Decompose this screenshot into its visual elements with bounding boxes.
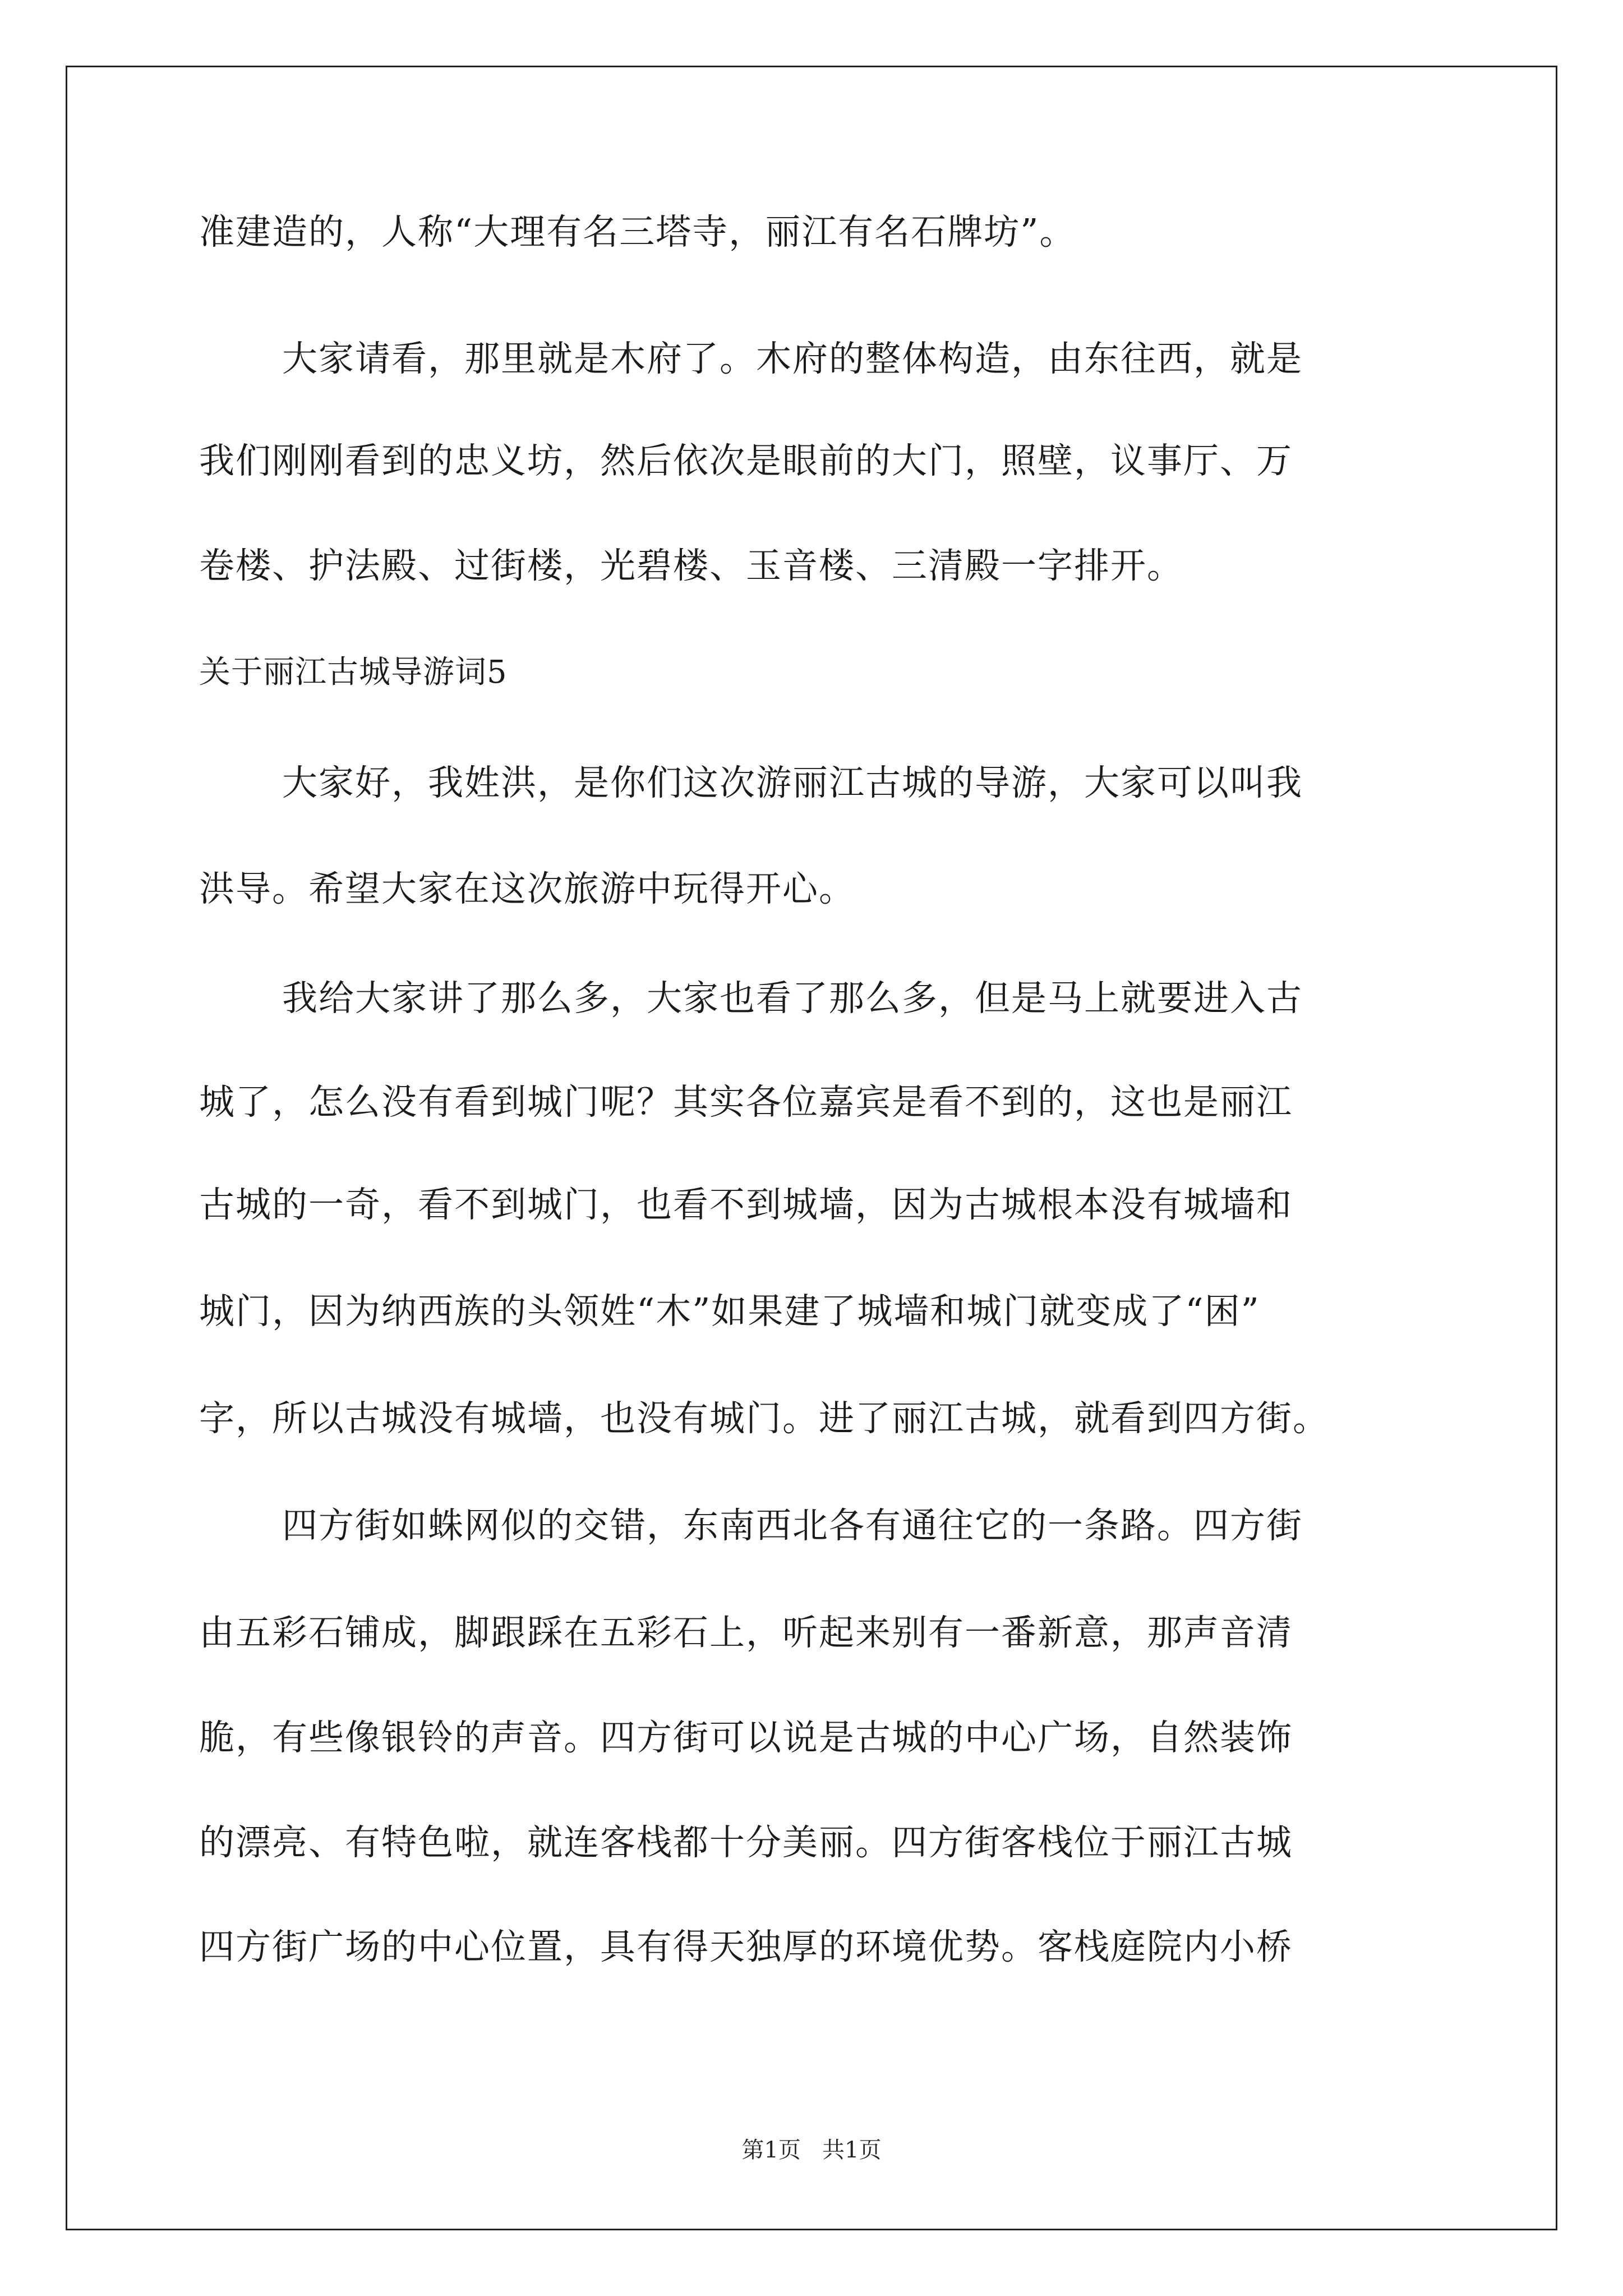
- paragraph-first-line: 我给大家讲了那么多，大家也看了那么多，但是马上就要进入古: [282, 978, 1303, 1019]
- paragraph-first-line: 大家请看，那里就是木府了。木府的整体构造，由东往西，就是: [282, 338, 1303, 379]
- text-line: 城门，因为纳西族的头领姓“木”如果建了城墙和城门就变成了“困”: [199, 1291, 1260, 1332]
- text-line: 字，所以古城没有城墙，也没有城门。进了丽江古城，就看到四方街。: [199, 1398, 1329, 1439]
- text-line: 四方街广场的中心位置，具有得天独厚的环境优势。客栈庭院内小桥: [199, 1926, 1293, 1967]
- text-line: 洪导。希望大家在这次旅游中玩得开心。: [199, 868, 855, 909]
- page-number-footer: 第1页 共1页: [741, 2137, 882, 2163]
- text-line: 我们刚刚看到的忠义坊，然后依次是眼前的大门，照壁，议事厅、万: [199, 440, 1293, 481]
- text-line: 脆，有些像银铃的声音。四方街可以说是古城的中心广场，自然装饰: [199, 1717, 1293, 1758]
- paragraph-first-line: 大家好，我姓洪，是你们这次游丽江古城的导游，大家可以叫我: [282, 762, 1303, 803]
- text-line: 卷楼、护法殿、过街楼，光碧楼、玉音楼、三清殿一字排开。: [199, 545, 1183, 586]
- paragraph-first-line: 四方街如蛛网似的交错，东南西北各有通往它的一条路。四方街: [282, 1505, 1303, 1546]
- text-line: 由五彩石铺成，脚跟踩在五彩石上，听起来别有一番新意，那声音清: [199, 1612, 1293, 1653]
- text-line: 准建造的，人称“大理有名三塔寺，丽江有名石牌坊”。: [199, 211, 1076, 252]
- text-line: 城了，怎么没有看到城门呢？其实各位嘉宾是看不到的，这也是丽江: [199, 1082, 1293, 1122]
- page-border: [66, 66, 1557, 2230]
- section-heading: 关于丽江古城导游词5: [199, 654, 508, 691]
- text-line: 的漂亮、有特色啦，就连客栈都十分美丽。四方街客栈位于丽江古城: [199, 1822, 1293, 1863]
- text-line: 古城的一奇，看不到城门，也看不到城墙，因为古城根本没有城墙和: [199, 1184, 1293, 1225]
